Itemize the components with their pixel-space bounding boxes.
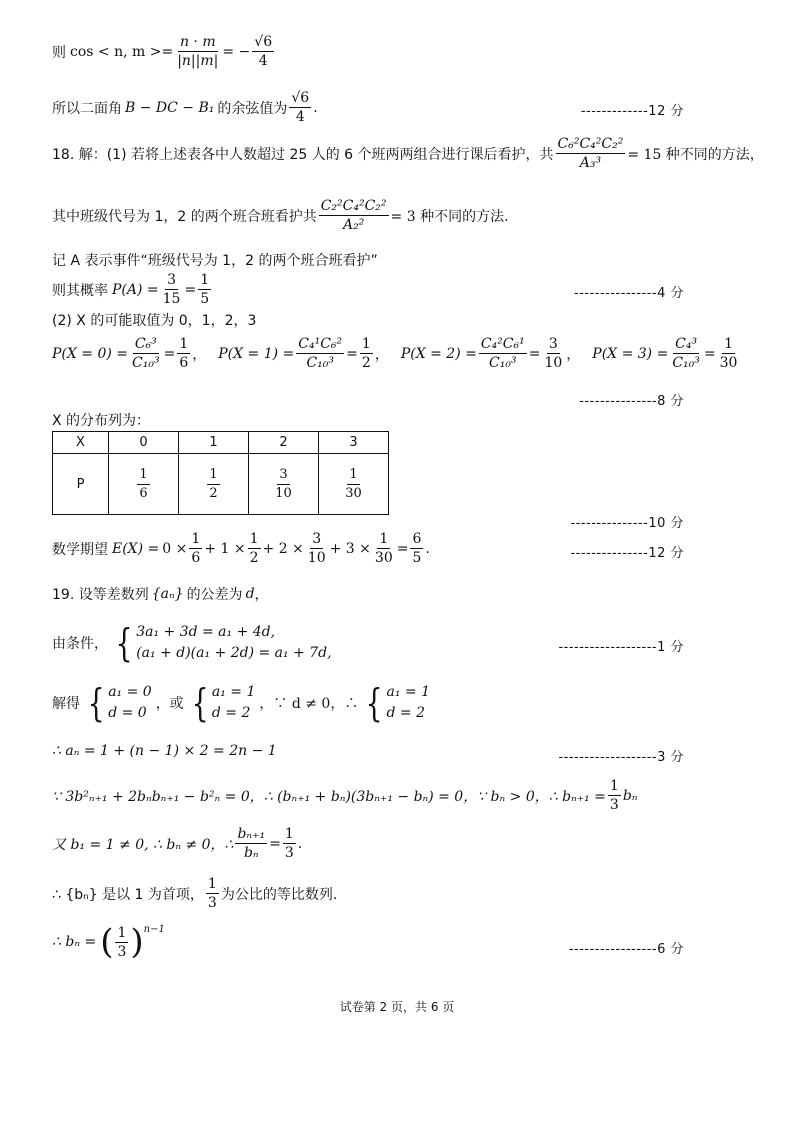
distribution-table [52, 431, 389, 515]
condition-system: { 3a₁ + 3d = a₁ + 4d, (a₁ + d)(a₁ + 2d) = a₁ + 7d, [115, 621, 332, 665]
b-recurrence-line: ∵ 3b²ₙ₊₁ + 2bₙbₙ₊₁ − b²ₙ = 0，∴ (bₙ₊₁ + bₙ)(3bₙ₊₁ − bₙ) = 0，∵ bₙ > 0，∴ bₙ₊₁ = $\frac{1}{3}$ bₙ [52, 778, 638, 813]
px2-value: $\frac{3}{10}$ [544, 336, 563, 371]
q18-line2-tail: = 3 种不同的方法. [390, 208, 509, 225]
q18-tail: = 15 种不同的方法， [627, 146, 764, 163]
px0-value: $\frac{1}{6}$ [179, 336, 189, 371]
table-cell: 2 [249, 432, 319, 454]
solve-line: 解得 { a₁ = 0 d = 0 ，或 { a₁ = 1 d = 2 ，∵ d ≠ 0，∴ { a₁ = 1 d = 2 [52, 681, 431, 725]
event-definition: 记 A 表示事件“班级代号为 1，2 的两个班合班看护” [52, 253, 378, 269]
text-then: 则 [52, 44, 66, 61]
score-4: ----------------4 分 [574, 286, 684, 301]
dihedral-line: 所以二面角 B − DC − B₁ 的余弦值为 $\frac{√6}{4}$ . [52, 90, 318, 125]
table-header-row [53, 432, 389, 454]
table-cell: 3 [319, 432, 389, 454]
px1-fraction: $\frac{\text{C₄¹C₆²}}{\text{C₁₀³}}$ [298, 336, 343, 371]
dist-title: X 的分布列为： [52, 413, 151, 429]
cos-equals: = − [222, 43, 251, 60]
prob-expression: P(A) = [112, 281, 159, 298]
condition-line: 由条件， { 3a₁ + 3d = a₁ + 4d, (a₁ + d)(a₁ + 2d) = a₁ + 7d, [52, 621, 332, 665]
dihedral-expression: B − DC − B₁ [125, 99, 215, 116]
q18-line1 [52, 136, 764, 171]
part2-line: (2) X 的可能取值为 0，1，2，3 [52, 313, 257, 329]
q18-fraction: $\frac{\text{C₆²C₄²C₂²}}{\text{A₃³}}$ [557, 136, 624, 171]
px1-value: $\frac{1}{2}$ [361, 336, 371, 371]
q18-line2 [52, 198, 509, 233]
page-footer: 试卷第 2 页，共 6 页 [339, 1000, 455, 1014]
dihedral-value-fraction: $\frac{√6}{4}$ [291, 90, 310, 125]
table-cell: 0 [109, 432, 179, 454]
table-cell: 1 [179, 432, 249, 454]
prob-text: 则其概率 [52, 282, 108, 299]
cos-formula-line [52, 34, 276, 69]
q19-line: 19. 设等差数列 {aₙ} 的公差为 d ， [52, 586, 269, 603]
dihedral-text: 所以二面角 [52, 100, 122, 117]
score-1: -------------------1 分 [558, 640, 684, 655]
q18-text: 18. 解：(1) 若将上述表各中人数超过 25 人的 6 个班两两组合进行课后看护，共 [52, 146, 554, 163]
px-line: P(X = 0) = $\frac{\text{C₆³}}{\text{C₁₀³}}$ = $\frac{1}{6}$ ， P(X = 1) = $\frac{\text{C₄¹C₆²}}{\text{C₁₀³}}$ = $\frac{1}{2}$ ， P(X = 2) = $\frac{\text{C₄²C₆¹}}{\text{C₁₀³}}$ = $\frac{3}{10}$ ， P(X = 3) = $\frac{\text{C₄³}}{\text{C₁₀³}}$ = $\frac{1}{30}$ [52, 336, 738, 371]
cos-fraction: $\frac{n \cdot m}{|n||m|}$ [177, 34, 219, 69]
score-12-second: ---------------12 分 [570, 546, 684, 561]
expectation-line: 数学期望 E(X) = 0 × $\frac{1}{6}$ + 1 × $\frac{1}{2}$ + 2 × $\frac{3}{10}$ + 3 × $\frac{1}{30}$ = $\frac{6}{5}$ . [52, 531, 430, 566]
px3-value: $\frac{1}{30}$ [719, 336, 738, 371]
table-cell: X [53, 432, 109, 454]
table-cell: $\frac{3}{10}$ [249, 454, 319, 515]
cos-expression: cos < n, m >= [70, 43, 174, 60]
table-cell: $\frac{1}{6}$ [109, 454, 179, 515]
prob-fraction-2: $\frac{1}{5}$ [200, 272, 210, 307]
geometric-line: ∴ {bₙ} 是以 1 为首项， $\frac{1}{3}$ 为公比的等比数列. [52, 876, 338, 911]
score-3: -------------------3 分 [558, 750, 684, 765]
prob-fraction-1: $\frac{3}{15}$ [162, 272, 181, 307]
score-10: ---------------10 分 [570, 516, 684, 531]
table-row [53, 454, 389, 515]
b-ratio-line: 又 b₁ = 1 ≠ 0, ∴ bₙ ≠ 0，∴ $\frac{\text{bₙ₊₁}}{\text{bₙ}}$ = $\frac{1}{3}$ . [52, 826, 303, 861]
dihedral-text2: 的余弦值为 [217, 100, 288, 117]
table-cell: P [53, 454, 109, 515]
score-6: -----------------6 分 [568, 942, 684, 957]
px2-fraction: $\frac{\text{C₄²C₆¹}}{\text{C₁₀³}}$ [480, 336, 525, 371]
cos-value-fraction: $\frac{√6}{4}$ [254, 34, 273, 69]
px3-fraction: $\frac{\text{C₄³}}{\text{C₁₀³}}$ [672, 336, 700, 371]
an-formula: ∴ aₙ = 1 + (n − 1) × 2 = 2n − 1 [52, 743, 277, 759]
q18-line2-fraction: $\frac{\text{C₂²C₄²C₂²}}{\text{A₂²}}$ [320, 198, 387, 233]
px0-fraction: $\frac{\text{C₆³}}{\text{C₁₀³}}$ [132, 336, 160, 371]
score-12-first: -------------12 分 [580, 104, 684, 119]
expectation-text: 数学期望 [52, 541, 108, 558]
q18-line2-text: 其中班级代号为 1，2 的两个班合班看护共 [52, 208, 317, 225]
table-cell: $\frac{1}{30}$ [319, 454, 389, 515]
table-cell: $\frac{1}{2}$ [179, 454, 249, 515]
probability-line: 则其概率 P(A) = $\frac{3}{15}$ = $\frac{1}{5}$ [52, 272, 210, 307]
score-8: ---------------8 分 [579, 394, 684, 409]
bn-formula: ∴ bₙ = ( $\frac{1}{3}$ ) n−1 [52, 922, 165, 962]
